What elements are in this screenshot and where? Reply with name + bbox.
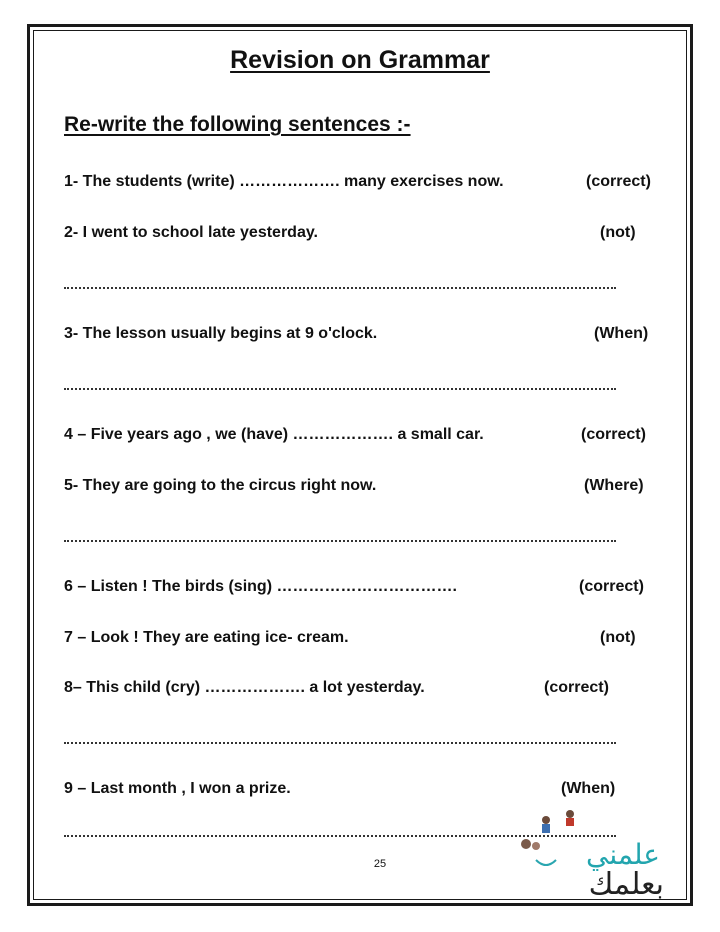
- logo-text-bottom: بعلمك: [588, 867, 664, 900]
- page-border-inner: [33, 30, 687, 900]
- question-6-text: 6 – Listen ! The birds (sing) …………………………….: [64, 578, 457, 595]
- question-7-text: 7 – Look ! They are eating ice- cream.: [64, 629, 349, 646]
- logo-text-top: علمني: [586, 838, 660, 871]
- logo-figures-icon: [521, 810, 574, 865]
- question-9-hint: (When): [561, 780, 616, 797]
- answer-line-8[interactable]: [64, 742, 616, 744]
- question-3-text: 3- The lesson usually begins at 9 o'clock.: [64, 325, 378, 342]
- question-6-hint: (correct): [579, 578, 644, 595]
- answer-line-5[interactable]: [64, 540, 616, 542]
- question-2-text: 2- I went to school late yesterday.: [64, 224, 318, 241]
- answer-line-2[interactable]: [64, 287, 616, 289]
- question-9-text: 9 – Last month , I won a prize.: [64, 780, 291, 797]
- question-3-hint: (When): [594, 325, 649, 342]
- question-2-hint: (not): [600, 224, 636, 241]
- question-4-hint: (correct): [581, 426, 646, 443]
- question-1-text: 1- The students (write) ………………. many exercises now.: [64, 173, 504, 190]
- question-5-text: 5- They are going to the circus right now.: [64, 477, 377, 494]
- page-title: Revision on Grammar: [230, 46, 490, 74]
- site-logo: [512, 800, 682, 900]
- answer-line-3[interactable]: [64, 388, 616, 390]
- instruction-heading: Re-write the following sentences :-: [64, 113, 411, 136]
- question-8-hint: (correct): [544, 679, 609, 696]
- question-4-text: 4 – Five years ago , we (have) ………………. a small car.: [64, 426, 484, 443]
- question-7-hint: (not): [600, 629, 636, 646]
- question-1-hint: (correct): [586, 173, 651, 190]
- question-8-text: 8– This child (cry) ………………. a lot yesterday.: [64, 679, 425, 696]
- page-number: 25: [373, 858, 387, 870]
- question-5-hint: (Where): [584, 477, 644, 494]
